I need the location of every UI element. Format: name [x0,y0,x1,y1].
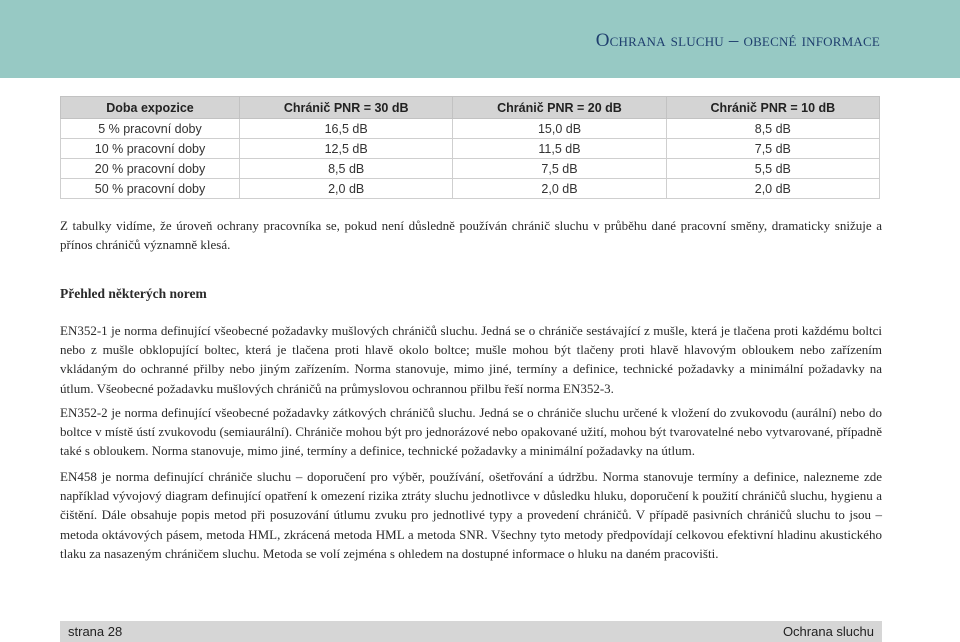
table-cell: 7,5 dB [666,139,879,159]
exposure-table [60,96,880,199]
table-row [61,119,880,139]
table-row [61,179,880,199]
table-row [61,139,880,159]
page-number: strana 28 [68,624,123,639]
table-cell: 16,5 dB [240,119,453,139]
table-cell: 5,5 dB [666,159,879,179]
table-cell: 15,0 dB [453,119,666,139]
header-band [0,0,960,78]
column-header-pnr10: Chránič PNR = 10 dB [666,97,879,119]
table-cell: 10 % pracovní doby [61,139,240,159]
table-header-row [61,97,880,119]
paragraph-en458: EN458 je norma definující chrániče sluchu – doporučení pro výběr, používání, ošetřování a údržbu. Norma stanovuje termíny a definice, nalezneme zde například vývojový diagram definující opatření k omezení rizika ztráty sluchu jednotlivce v důsledku hluku, doporučení k použití chráničů sluchu, hygienu a čištění. Dále obsahuje popis metod při posuzování útlumu zvuku pro jednotlivé typy a provedení chráničů. V případě pasivních chráničů sluchu to jsou – metoda oktávových pásem, metoda HML, zkrácená metoda HML a metoda SNR. Všechny tyto metody předpovídají celkovou efektivní hladinu akustického tlaku za nasazeným chráničem sluchu. Metoda se volí zejména s ohledem na dostupné informace o hluku na daném pracovišti. [60,469,882,561]
table-cell: 8,5 dB [240,159,453,179]
table-row [61,159,880,179]
table-cell: 8,5 dB [666,119,879,139]
table-cell: 11,5 dB [453,139,666,159]
table-cell: 5 % pracovní doby [61,119,240,139]
table-cell: 20 % pracovní doby [61,159,240,179]
section-heading: Přehled některých norem [60,286,207,301]
footer-section-title: Ochrana sluchu [782,624,874,639]
table-cell: 2,0 dB [453,179,666,199]
table-cell: 2,0 dB [240,179,453,199]
column-header-pnr20: Chránič PNR = 20 dB [453,97,666,119]
footer-bar [60,621,882,642]
page-title: Ochrana sluchu – obecné informace [595,30,880,51]
table-cell: 2,0 dB [666,179,879,199]
table-cell: 50 % pracovní doby [61,179,240,199]
intro-paragraph: Z tabulky vidíme, že úroveň ochrany pracovníka se, pokud není důsledně používán chránič sluchu v průběhu dané pracovní směny, dramaticky snižuje a přínos chráničů významně klesá. [60,218,882,253]
paragraph-en352-2: EN352-2 je norma definující všeobecné požadavky zátkových chráničů sluchu. Jedná se o chrániče sluchu určené k vložení do zvukovodu (aurální) nebo do boltce v místě ústí zvukovodu (semiaurální). Chrániče mohou být pro jednorázové nebo opakované užití, mohou být tvarovatelné nebo vytvarované, případně také s obloukem. Norma stanovuje, mimo jiné, termíny a definice, technické požadavky a minimální požadavky na útlum. [60,405,882,459]
paragraph-en352-1: EN352-1 je norma definující všeobecné požadavky mušlových chráničů sluchu. Jedná se o chrániče sestávající z mušle, která je tlačena proti každému boltci nebo z mušle obklopující boltec, která je tlačena proti hlavě okolo boltce; mušle mohou být tlačeny proti hlavě hlavovým obloukem nebo zařízením vkládaným do ochranné přilby nebo jiným zařízením. Norma stanovuje, mimo jiné, termíny a definice, technické požadavky a minimální požadavky na útlum. Všeobecné požadavku mušlových chráničů na průmyslovou ochrannou přilbu řeší norma EN352-3. [60,323,882,396]
column-header-pnr30: Chránič PNR = 30 dB [240,97,453,119]
table-cell: 12,5 dB [240,139,453,159]
table-cell: 7,5 dB [453,159,666,179]
column-header-exposure: Doba expozice [61,97,240,119]
